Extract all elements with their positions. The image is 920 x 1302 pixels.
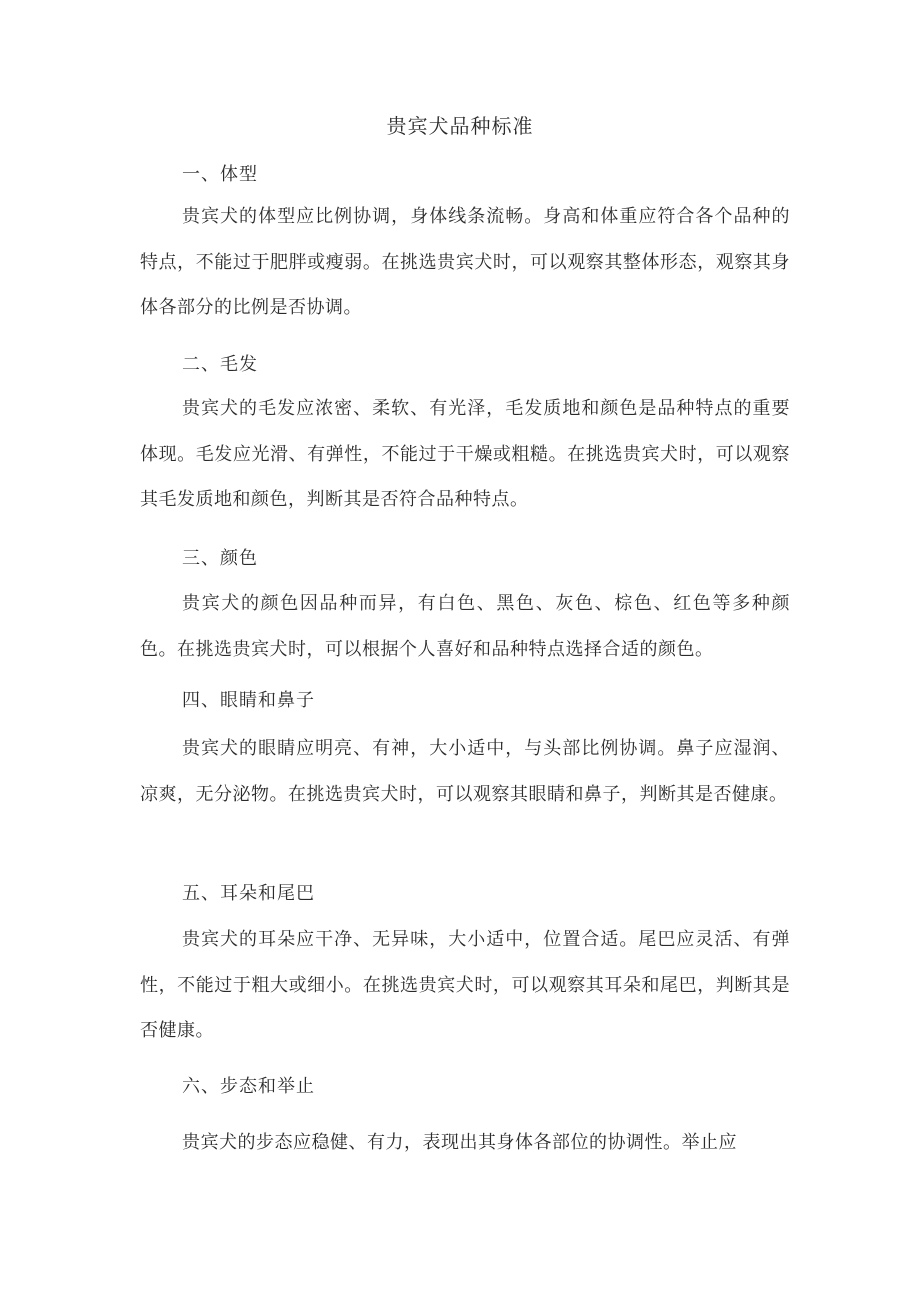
section-paragraph-body-type: 贵宾犬的体型应比例协调，身体线条流畅。身高和体重应符合各个品种的特点，不能过于肥胖或瘦弱。在挑选贵宾犬时，可以观察其整体形态，观察其身体各部分的比例是否协调。 [140, 206, 790, 318]
section-paragraph-color: 贵宾犬的颜色因品种而异，有白色、黑色、灰色、棕色、红色等多种颜色。在挑选贵宾犬时，可以根据个人喜好和品种特点选择合适的颜色。 [140, 593, 790, 660]
section-paragraph-ears-tail: 贵宾犬的耳朵应干净、无异味，大小适中，位置合适。尾巴应灵活、有弹性，不能过于粗大或细小。在挑选贵宾犬时，可以观察其耳朵和尾巴，判断其是否健康。 [140, 929, 790, 1041]
section-heading-body-type: 一、体型 [182, 164, 258, 185]
section-heading-eyes-nose: 四、眼睛和鼻子 [182, 690, 315, 711]
section-heading-gait: 六、步态和举止 [182, 1076, 315, 1097]
document-title: 贵宾犬品种标准 [386, 114, 534, 138]
section-paragraph-gait: 贵宾犬的步态应稳健、有力，表现出其身体各部位的协调性。举止应 [182, 1132, 737, 1153]
section-heading-color: 三、颜色 [182, 548, 258, 569]
section-paragraph-coat: 贵宾犬的毛发应浓密、柔软、有光泽，毛发质地和颜色是品种特点的重要体现。毛发应光滑、有弹性，不能过于干燥或粗糙。在挑选贵宾犬时，可以观察其毛发质地和颜色，判断其是否符合品种特点。 [140, 398, 790, 510]
section-paragraph-eyes-nose: 贵宾犬的眼睛应明亮、有神，大小适中，与头部比例协调。鼻子应湿润、凉爽，无分泌物。在挑选贵宾犬时，可以观察其眼睛和鼻子，判断其是否健康。 [140, 738, 790, 805]
section-heading-ears-tail: 五、耳朵和尾巴 [182, 883, 315, 904]
section-heading-coat: 二、毛发 [182, 354, 258, 375]
